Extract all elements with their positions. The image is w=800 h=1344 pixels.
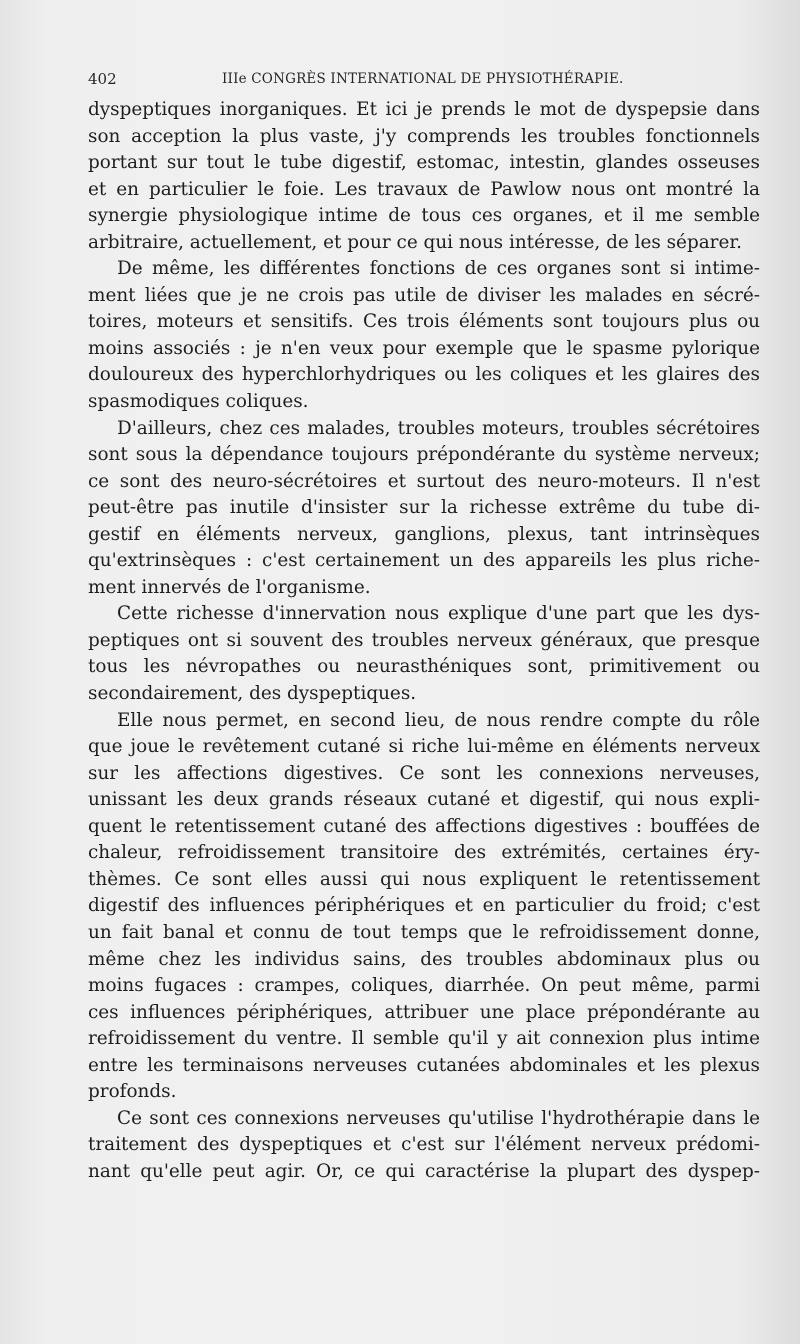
text-line: sont sous la dépendance toujours prépondérante du système nerveux; — [88, 444, 760, 466]
text-line: unissant les deux grands réseaux cutané et digestif, qui nous expli- — [88, 789, 760, 811]
text-line: un fait banal et connu de tout temps que le refroidissement donne, — [88, 921, 760, 943]
text-line: D'ailleurs, chez ces malades, troubles moteurs, troubles sécrétoires — [117, 417, 760, 439]
text-line: peptiques ont si souvent des troubles nerveux généraux, que presque — [88, 629, 760, 651]
text-line: spasmodiques coliques. — [88, 391, 309, 413]
running-title: IIIe CONGRÈS INTERNATIONAL DE PHYSIOTHÉRAPIE. — [222, 71, 624, 87]
text-line: ment innervés de l'organisme. — [88, 576, 371, 598]
text-line: profonds. — [88, 1081, 177, 1103]
text-line: Elle nous permet, en second lieu, de nous rendre compte du rôle — [117, 709, 760, 731]
paragraph — [88, 416, 760, 602]
text-line: moins fugaces : crampes, coliques, diarrhée. On peut même, parmi — [88, 975, 760, 997]
running-header — [88, 70, 760, 92]
text-line: ces influences périphériques, attribuer une place prépondérante au — [88, 1001, 760, 1023]
text-line: secondairement, des dyspeptiques. — [88, 683, 417, 705]
text-line: ment liées que je ne crois pas utile de diviser les malades en sécré- — [88, 284, 760, 306]
text-line: qu'extrinsèques : c'est certainement un des appareils les plus riche- — [88, 550, 760, 572]
text-line: toires, moteurs et sensitifs. Ces trois éléments sont toujours plus ou — [88, 311, 760, 333]
paragraph — [88, 601, 760, 707]
paragraph — [88, 708, 760, 1106]
text-line: Cette richesse d'innervation nous explique d'une part que les dys- — [117, 603, 760, 625]
text-line: et en particulier le foie. Les travaux de Pawlow nous ont montré la — [88, 178, 760, 200]
text-line: ce sont des neuro-sécrétoires et surtout des neuro-moteurs. Il n'est — [88, 470, 760, 492]
text-line: refroidissement du ventre. Il semble qu'il y ait connexion plus intime — [88, 1028, 760, 1050]
text-line: gestif en éléments nerveux, ganglions, plexus, tant intrinsèques — [88, 523, 760, 545]
text-line: nant qu'elle peut agir. Or, ce qui caractérise la plupart des dyspep- — [88, 1160, 760, 1182]
text-line: quent le retentissement cutané des affections digestives : bouffées de — [88, 815, 760, 837]
text-line: entre les terminaisons nerveuses cutanées abdominales et les plexus — [88, 1054, 760, 1076]
text-line: sur les affections digestives. Ce sont les connexions nerveuses, — [88, 762, 760, 784]
text-line: Ce sont ces connexions nerveuses qu'utilise l'hydrothérapie dans le — [117, 1107, 760, 1129]
text-line: même chez les individus sains, des troubles abdominaux plus ou — [88, 948, 760, 970]
text-line: que joue le revêtement cutané si riche lui-même en éléments nerveux — [88, 736, 760, 758]
text-line: traitement des dyspeptiques et c'est sur l'élément nerveux prédomi- — [88, 1134, 760, 1156]
text-line: tous les névropathes ou neurasthéniques sont, primitivement ou — [88, 656, 760, 678]
text-line: douloureux des hyperchlorhydriques ou les coliques et les glaires des — [88, 364, 760, 386]
text-line: synergie physiologique intime de tous ces organes, et il me semble — [88, 205, 760, 227]
text-line: dyspeptiques inorganiques. Et ici je prends le mot de dyspepsie dans — [88, 99, 760, 120]
text-line: arbitraire, actuellement, et pour ce qui nous intéresse, de les séparer. — [88, 231, 742, 253]
text-line: digestif des influences périphériques et en particulier du froid; c'est — [88, 895, 760, 917]
body-text — [88, 97, 760, 1185]
paragraph — [88, 1106, 760, 1186]
text-line: moins associés : je n'en veux pour exemple que le spasme pylorique — [88, 337, 760, 359]
text-line: portant sur tout le tube digestif, estomac, intestin, glandes osseuses — [88, 152, 760, 174]
text-line: thèmes. Ce sont elles aussi qui nous expliquent le retentissement — [88, 868, 760, 890]
text-line: peut-être pas inutile d'insister sur la richesse extrême du tube di- — [88, 497, 760, 519]
paragraph — [88, 97, 760, 256]
text-line: chaleur, refroidissement transitoire des extrémités, certaines éry- — [88, 842, 760, 864]
page-number: 402 — [88, 70, 117, 88]
paragraph — [88, 256, 760, 415]
text-line: De même, les différentes fonctions de ces organes sont si intime- — [117, 258, 760, 280]
text-line: son acception la plus vaste, j'y comprends les troubles fonctionnels — [88, 125, 760, 147]
